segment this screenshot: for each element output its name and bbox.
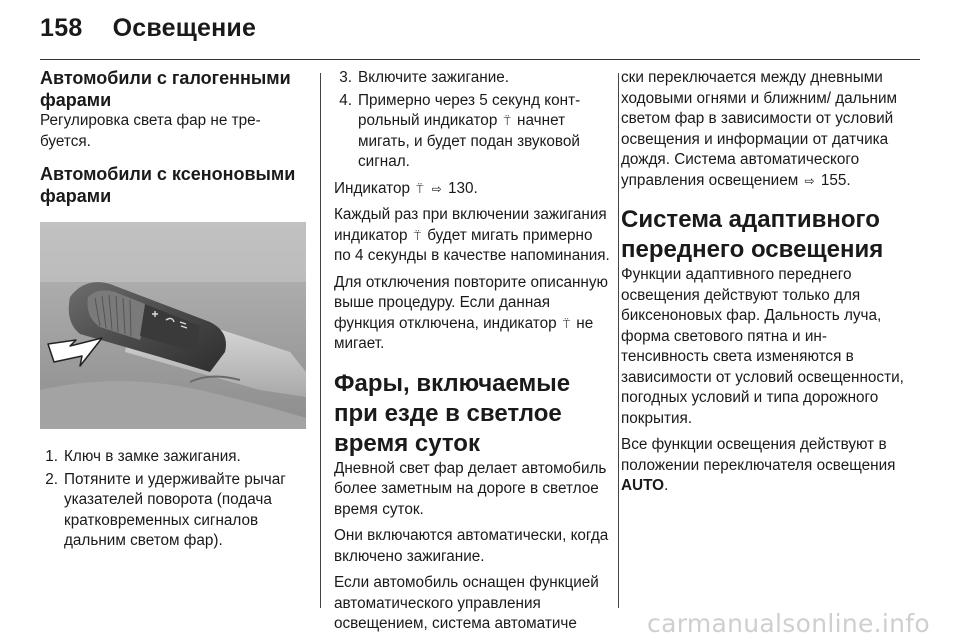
page-ref[interactable]: 155. (820, 171, 851, 189)
paragraph-halogen: Регулировка света фар не требуется. (40, 112, 261, 150)
lever-photo (40, 222, 306, 429)
list-item (334, 68, 610, 89)
paragraph-continued: ски переключается между дневными ходовыми огнями и ближним/ дальним светом фар в зависимости от условий освещения и информации от датчика дождя. Система автоматического управления освещением ⇨ 155. (621, 69, 898, 189)
header-rule (40, 59, 920, 60)
steps-list-2 (334, 68, 610, 173)
paragraph-daylight-2: Они включаются автоматически, когда включено зажигание. (334, 527, 609, 565)
indicator-icon: ⍡ (503, 114, 511, 128)
list-item (40, 470, 306, 552)
page-header (40, 14, 256, 52)
column-1 (40, 68, 306, 552)
list-number: 3. (339, 69, 352, 86)
watermark: carmanualsonline.info (647, 609, 930, 638)
page-number: 158 (40, 14, 83, 42)
list-number: 4. (339, 91, 352, 109)
column-3 (621, 68, 906, 497)
paragraph-daylight-3: Если автомобиль оснащен функцией автоматического управления освещением, система автоматиче (334, 574, 599, 632)
page-ref-arrow-icon: ⇨ (804, 173, 815, 188)
list-item (40, 447, 306, 468)
list-number: 2. (45, 470, 58, 488)
indicator-icon: ⍡ (562, 316, 571, 331)
page-ref[interactable]: 130. (447, 179, 478, 197)
section-title: Освещение (112, 14, 257, 42)
list-number: 1. (45, 448, 58, 465)
column-divider-2 (618, 73, 619, 608)
paragraph-disable: Для отключения повторите описанную выше процедуру. Если данная функция отключена, индикатор ⍡ не мигает. (334, 273, 608, 352)
paragraph-adaptive-1: Функции адаптивного переднего освещения действуют только для биксеноновых фар. Дальность луча, форма светового пятна и интенсивность света изменяются в зависимости от условий освещенности, погодных условий и типа дорожного покрытия. (621, 266, 904, 427)
list-item (334, 91, 610, 173)
indicator-icon: ⍡ (416, 181, 424, 196)
list-text: Ключ в замке зажигания. (64, 448, 241, 465)
paragraph-adaptive-2: Все функции освещения действуют в положении переключателя освещения AUTO. (621, 436, 896, 494)
heading-daylight: Фары, включаемые при езде в светлое время суток (334, 369, 571, 457)
steps-list-1 (40, 447, 306, 552)
heading-halogen: Автомобили с галогенными фарами (40, 68, 291, 110)
column-2 (334, 68, 610, 635)
auto-label: AUTO (621, 477, 665, 494)
paragraph-indicator: Индикатор ⍡ ⇨ 130. (334, 179, 610, 200)
paragraph-daylight-1: Дневной свет фар делает автомобиль более заметным на дороге в светлое время суток. (334, 459, 607, 518)
list-text: Включите зажигание. (358, 69, 510, 86)
heading-adaptive: Система адаптивного переднего освещения (621, 206, 884, 263)
column-divider-1 (320, 73, 321, 608)
list-text: Примерно через 5 секунд контрольный индикатор (358, 91, 581, 129)
heading-xenon: Автомобили с ксеноновыми фарами (40, 164, 296, 206)
indicator-icon: ⍡ (413, 228, 421, 243)
page-ref-arrow-icon: ⇨ (431, 181, 442, 196)
list-text: Потяните и удерживайте рычаг указателей поворота (подача кратковременных сигналов дальним светом фар). (64, 470, 286, 549)
paragraph-each-time: Каждый раз при включении зажигания индикатор ⍡ будет мигать примерно по 4 секунды в качестве напоминания. (334, 206, 610, 264)
list-text: начнет мигать, и будет подан звуковой сигнал. (358, 112, 580, 170)
